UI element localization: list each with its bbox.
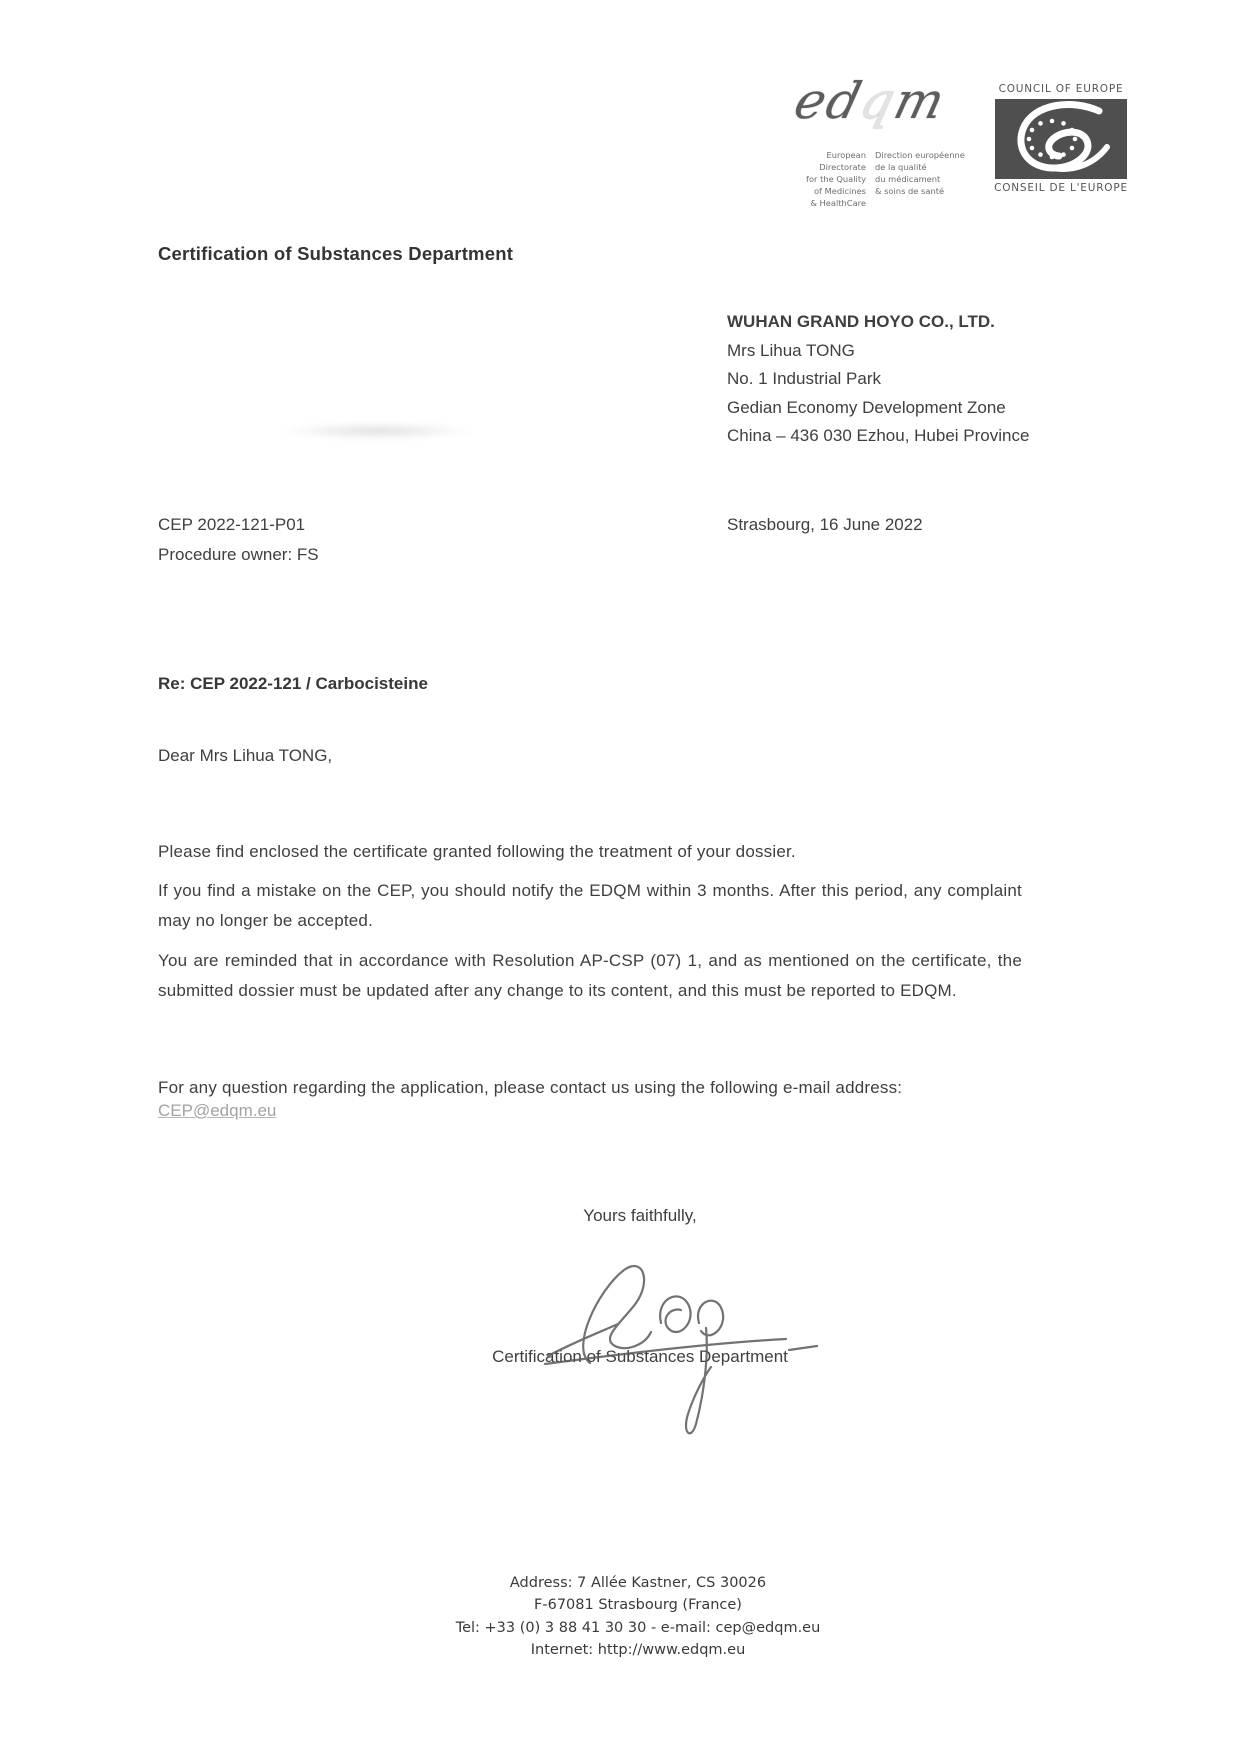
footer-city-line: F-67081 Strasbourg (France) xyxy=(534,1597,742,1614)
tagline-line: of Medicines xyxy=(813,186,866,196)
edqm-logo-q: q xyxy=(854,72,903,130)
recipient-address-block xyxy=(727,308,1029,451)
tagline-line: de la qualité xyxy=(875,162,927,172)
footer-address-line: Address: 7 Allée Kastner, CS 30026 xyxy=(509,1575,767,1591)
salutation: Dear Mrs Lihua TONG, xyxy=(158,746,333,765)
valediction: Yours faithfully, xyxy=(583,1206,697,1225)
footer-address-block xyxy=(18,1572,1240,1662)
edqm-logo xyxy=(789,72,973,130)
body-paragraph-3: You are reminded that in accordance with Resolution AP-CSP (07) 1, and as mentioned on the certificate, the submitted dossier must be updated after any change to its content, and this must be reported to EDQM. xyxy=(158,951,1022,1000)
recipient-zone: Gedian Economy Development Zone xyxy=(727,397,1006,417)
tagline-line: du médicament xyxy=(875,174,941,184)
coe-caption-top: COUNCIL OF EUROPE xyxy=(998,83,1124,95)
footer-internet-line: Internet: http://www.edqm.eu xyxy=(530,1642,746,1659)
recipient-street: No. 1 Industrial Park xyxy=(727,369,882,388)
procedure-owner: Procedure owner: FS xyxy=(158,545,319,564)
recipient-company: WUHAN GRAND HOYO CO., LTD. xyxy=(727,312,995,331)
tagline-line: Direction européenne xyxy=(875,150,965,160)
body-paragraph-4: For any question regarding the application, please contact us using the following e-mail address: xyxy=(158,1078,903,1097)
edqm-logo-m: m xyxy=(888,72,953,130)
cep-email-link[interactable]: CEP@edqm.eu xyxy=(158,1101,277,1120)
tagline-line: & soins de santé xyxy=(875,186,945,196)
tagline-line: & HealthCare xyxy=(810,198,866,208)
body-paragraph-2: If you find a mistake on the CEP, you should notify the EDQM within 3 months. After this period, any complaint may no longer be accepted. xyxy=(158,881,1022,930)
coe-emblem-icon xyxy=(995,99,1127,179)
council-of-europe-logo xyxy=(988,83,1134,194)
tagline-line: for the Quality xyxy=(806,174,866,184)
edqm-logo-ed: ed xyxy=(788,72,869,130)
body-paragraph-1: Please find enclosed the certificate granted following the treatment of your dossier. xyxy=(158,842,796,861)
tagline-line: European Directorate xyxy=(819,150,866,172)
edqm-tagline xyxy=(778,149,968,209)
handwritten-signature xyxy=(530,1228,840,1448)
department-heading: Certification of Substances Department xyxy=(158,243,514,264)
footer-phone-email-line: Tel: +33 (0) 3 88 41 30 30 - e-mail: cep@edqm.eu xyxy=(455,1619,821,1636)
place-and-date: Strasbourg, 16 June 2022 xyxy=(727,515,923,534)
scan-smudge xyxy=(282,422,472,440)
recipient-contact: Mrs Lihua TONG xyxy=(727,340,855,360)
coe-caption-bottom: CONSEIL DE L'EUROPE xyxy=(994,182,1128,194)
cep-reference: CEP 2022-121-P01 xyxy=(158,515,306,534)
edqm-tagline-english xyxy=(778,149,866,209)
signer-department: Certification of Substances Department xyxy=(492,1347,788,1366)
edqm-tagline-french xyxy=(875,149,965,209)
subject-line: Re: CEP 2022-121 / Carbocisteine xyxy=(158,674,428,693)
recipient-country: China – 436 030 Ezhou, Hubei Province xyxy=(727,426,1030,445)
